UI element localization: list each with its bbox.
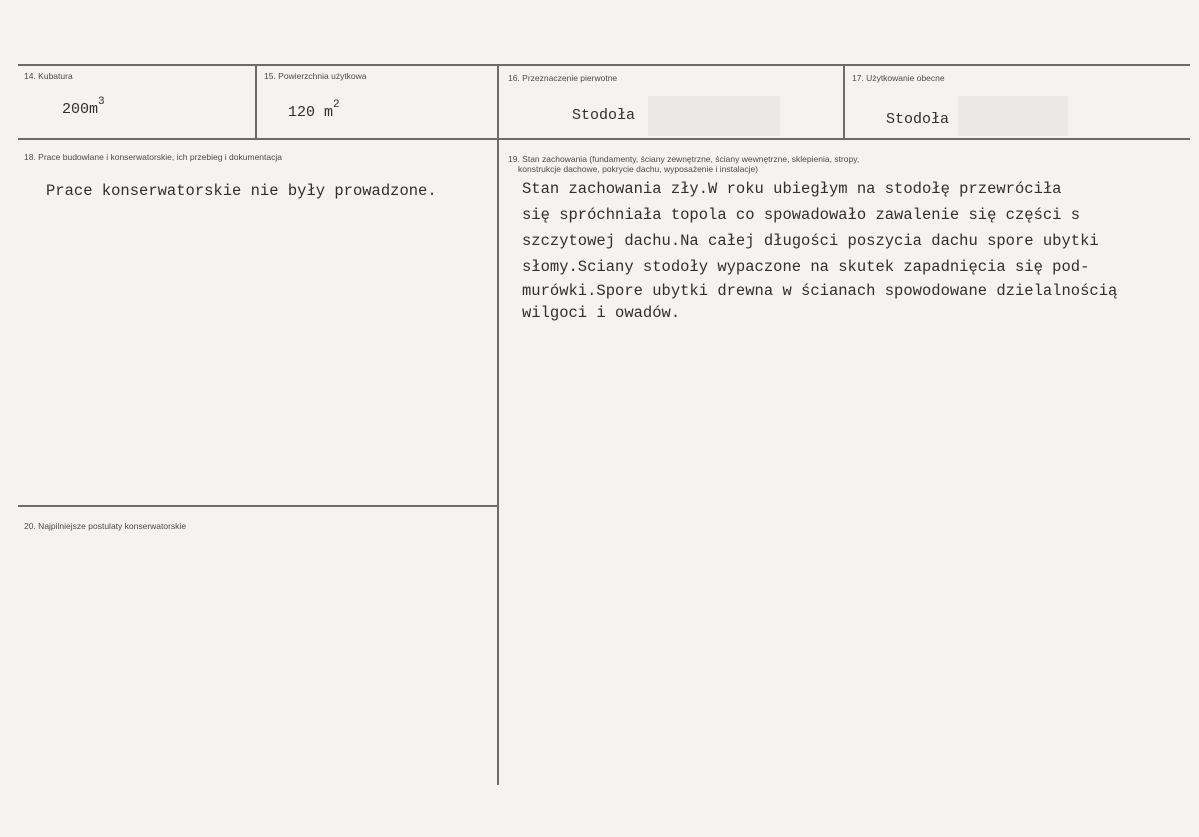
rule-v3 bbox=[843, 64, 845, 140]
field-19-label-line2: konstrukcje dachowe, pokrycie dachu, wyposażenie i instalacje) bbox=[518, 164, 759, 174]
field-19-line: murówki.Spore ubytki drewna w ścianach spowodowane dzielalnością bbox=[522, 282, 1118, 300]
field-20-label: 20. Najpilniejsze postulaty konserwatorskie bbox=[24, 521, 187, 531]
field-17-label: 17. Użytkowanie obecne bbox=[852, 73, 945, 83]
field-19-line: się spróchniała topola co spowadowało zawalenie się części s bbox=[522, 206, 1081, 224]
rule-left-split bbox=[18, 505, 497, 507]
field-19-line: słomy.Sciany stodoły wypaczone na skutek zapadnięcia się pod- bbox=[522, 258, 1090, 276]
field-18-text: Prace konserwatorskie nie były prowadzone. bbox=[46, 182, 437, 200]
field-19-line: wilgoci i owadów. bbox=[522, 304, 681, 322]
rule-row2 bbox=[18, 138, 1190, 140]
field-14-value: $200m^3$ bbox=[62, 96, 105, 118]
rule-v1 bbox=[255, 64, 257, 140]
field-18-label: 18. Prace budowlane i konserwatorskie, ich przebieg i dokumentacja bbox=[24, 152, 282, 162]
field-19-line: Stan zachowania zły.W roku ubiegłym na stodołę przewróciła bbox=[522, 180, 1062, 198]
rule-v-center bbox=[497, 64, 499, 785]
paper-smudge bbox=[648, 96, 780, 136]
field-15-label: 15. Powierzchnia użytkowa bbox=[264, 71, 367, 81]
rule-top bbox=[18, 64, 1190, 66]
field-19-line: szczytowej dachu.Na całej długości poszycia dachu spore ubytki bbox=[522, 232, 1099, 250]
field-19-label-line1: 19. Stan zachowania (fundamenty, ściany zewnętrzne, ściany wewnętrzne, sklepienia, stropy, bbox=[508, 154, 860, 164]
field-16-value: Stodoła bbox=[572, 107, 636, 124]
field-15-value: 120 $m^2$ bbox=[288, 99, 340, 121]
field-14-label: 14. Kubatura bbox=[24, 71, 73, 81]
paper-smudge bbox=[958, 96, 1068, 136]
field-17-value: Stodoła bbox=[886, 111, 950, 128]
field-16-label: 16. Przeznaczenie pierwotne bbox=[508, 73, 618, 83]
